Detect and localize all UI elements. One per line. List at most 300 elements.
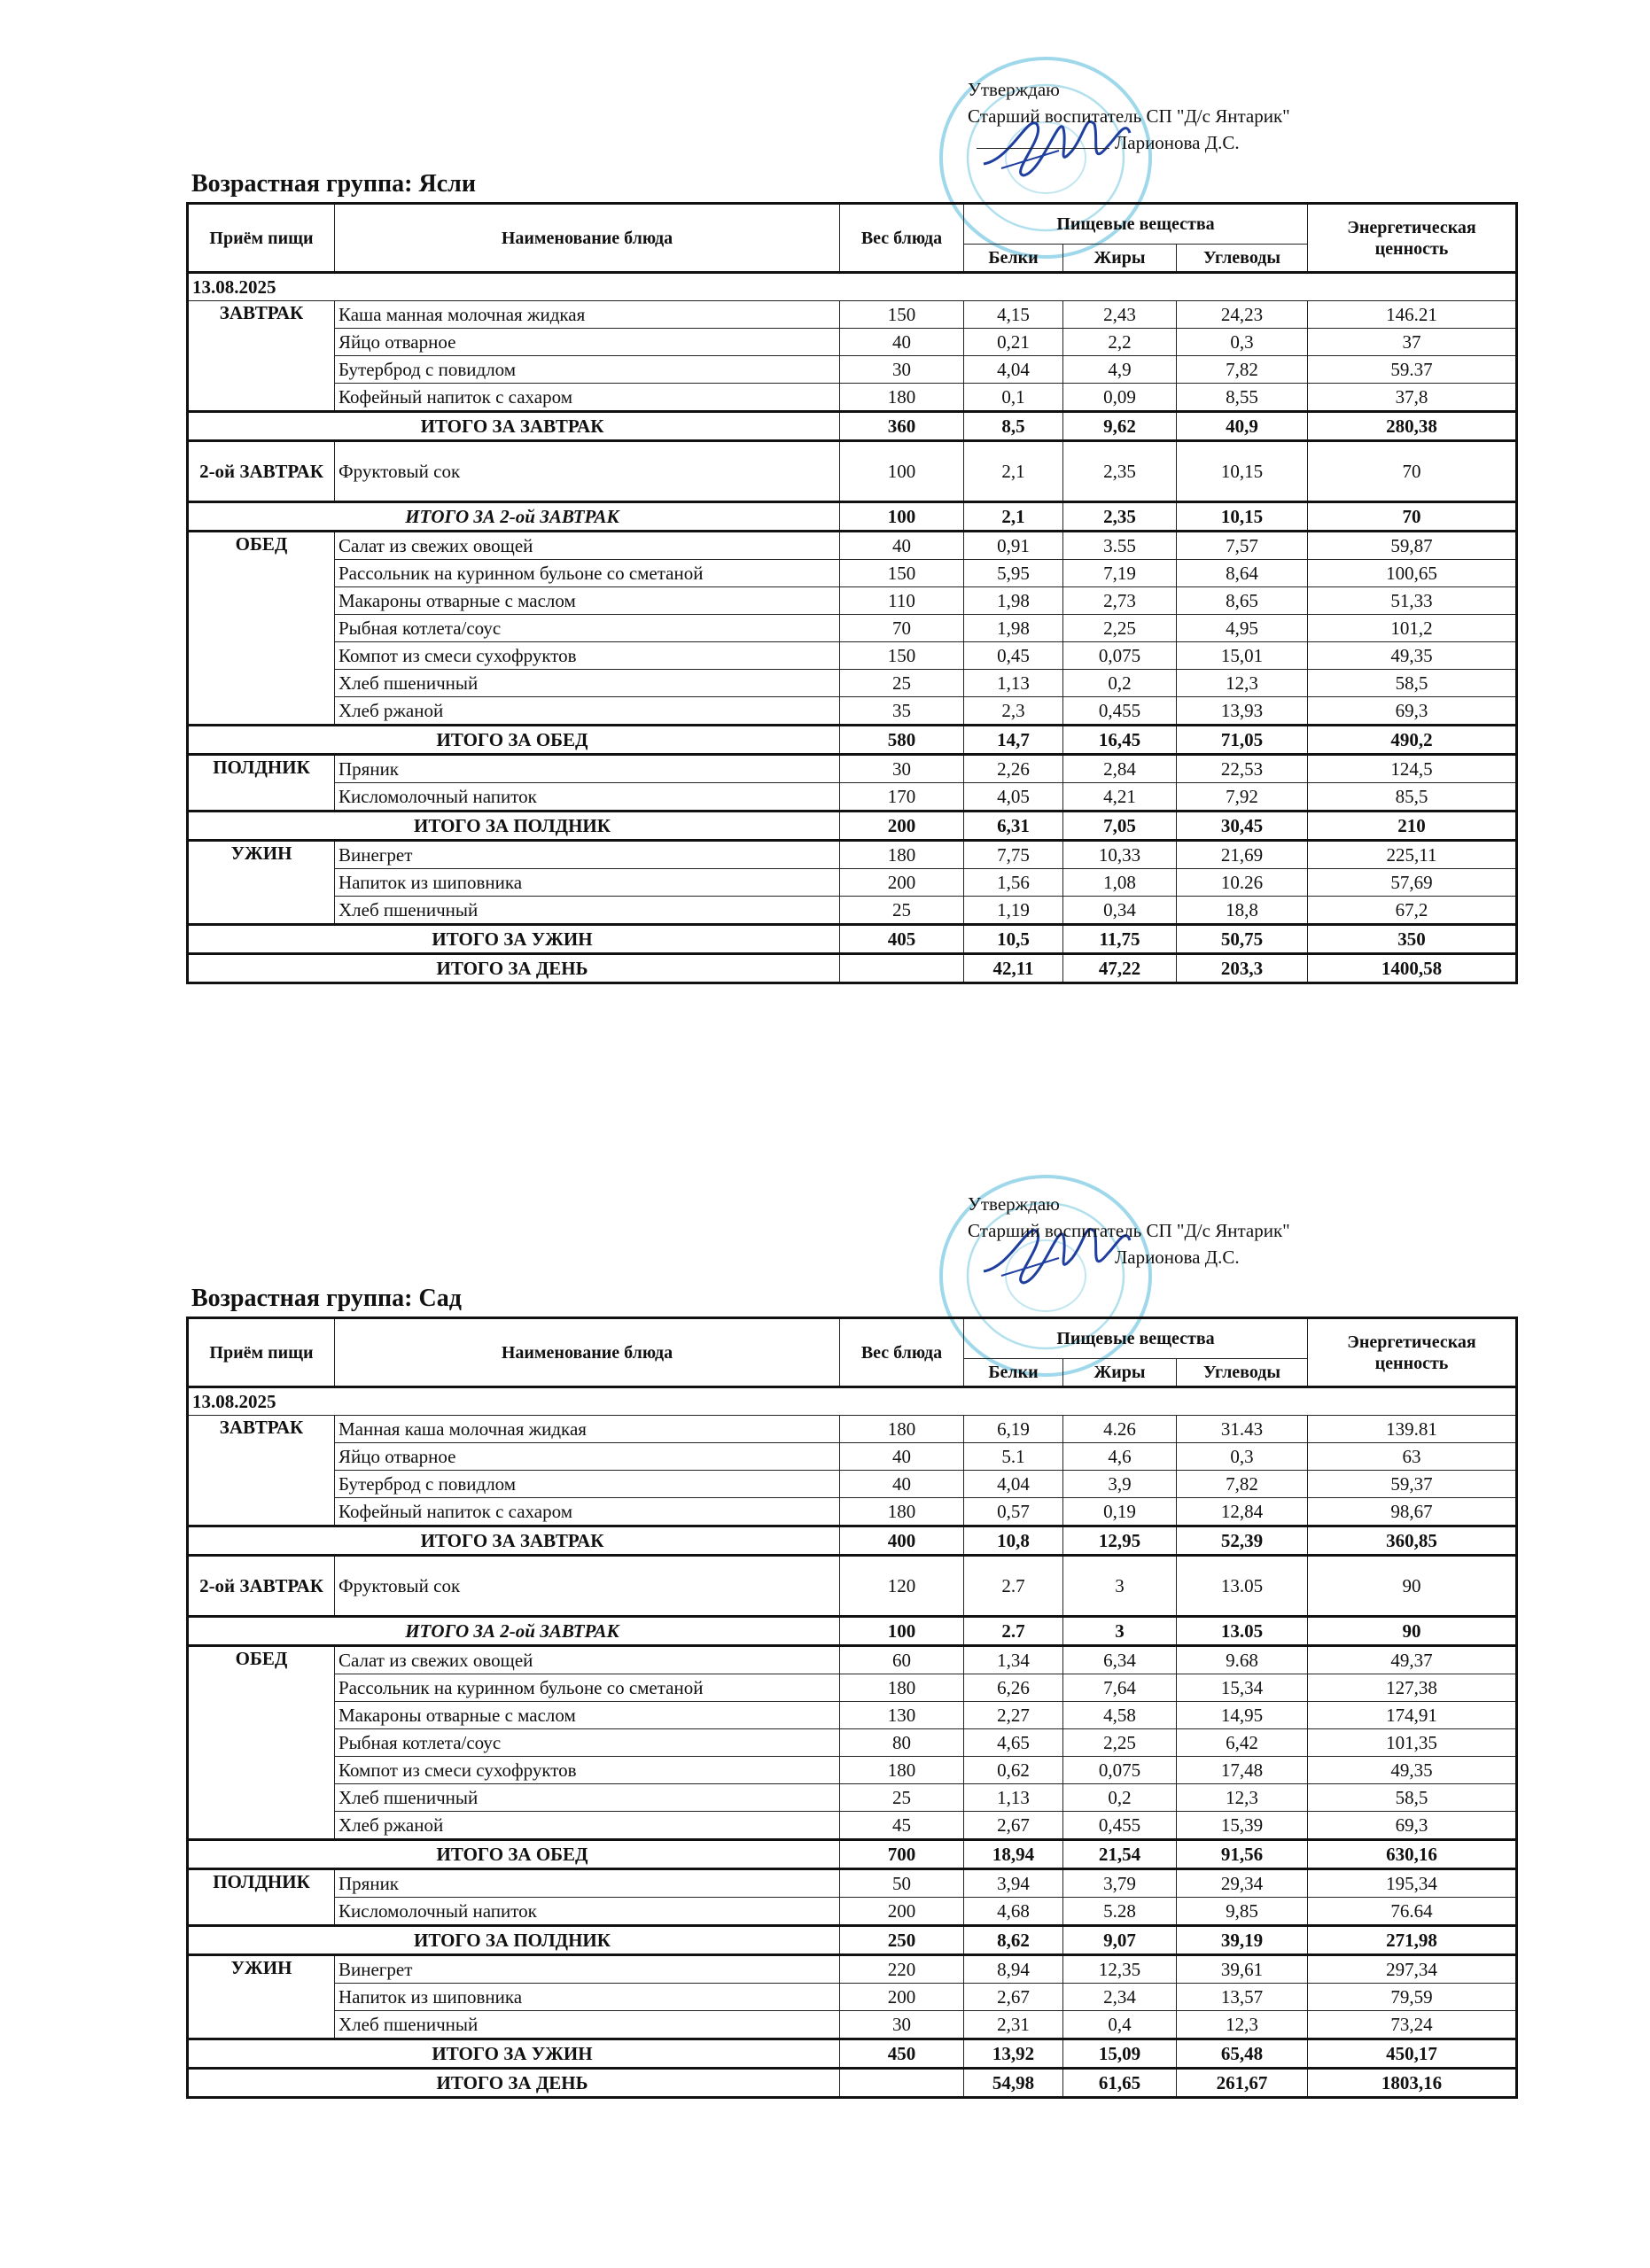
approval-block [968, 76, 1290, 156]
dish-row [188, 897, 1517, 925]
dish-fats: 2,25 [1063, 1729, 1177, 1757]
meal-name: ОБЕД [188, 532, 335, 726]
total-proteins: 14,7 [964, 726, 1063, 755]
dish-carbs: 15,34 [1177, 1674, 1308, 1702]
dish-carbs: 8,65 [1177, 587, 1308, 615]
total-label: ИТОГО ЗА ЗАВТРАК [188, 1526, 840, 1556]
approver-name: Ларионова Д.С. [1115, 1247, 1240, 1268]
dish-weight: 35 [840, 697, 964, 726]
total-energy: 280,38 [1308, 412, 1517, 441]
menu-date: 13.08.2025 [188, 1387, 1517, 1416]
dish-weight: 40 [840, 1443, 964, 1471]
dish-proteins: 2.7 [964, 1556, 1063, 1617]
dish-fats: 4,58 [1063, 1702, 1177, 1729]
dish-energy: 79,59 [1308, 1984, 1517, 2011]
approval-line-2: Старший воспитатель СП "Д/с Янтарик" [968, 105, 1290, 127]
dish-row [188, 1784, 1517, 1812]
total-energy: 360,85 [1308, 1526, 1517, 1556]
total-carbs: 30,45 [1177, 812, 1308, 841]
header-energy: Энергетическая ценность [1308, 204, 1517, 273]
dish-carbs: 24,23 [1177, 301, 1308, 329]
dish-weight: 150 [840, 301, 964, 329]
total-proteins: 8,62 [964, 1926, 1063, 1955]
dish-row [188, 841, 1517, 869]
dish-energy: 59.37 [1308, 356, 1517, 384]
total-weight [840, 954, 964, 983]
dish-proteins: 0,91 [964, 532, 1063, 560]
dish-weight: 220 [840, 1955, 964, 1984]
dish-energy: 85,5 [1308, 783, 1517, 812]
header-dish: Наименование блюда [335, 1318, 840, 1387]
total-row [188, 726, 1517, 755]
dish-energy: 146.21 [1308, 301, 1517, 329]
total-row [188, 2069, 1517, 2098]
dish-fats: 7,19 [1063, 560, 1177, 587]
total-row [188, 1617, 1517, 1646]
dish-proteins: 1,98 [964, 615, 1063, 642]
dish-fats: 0,075 [1063, 642, 1177, 670]
total-weight: 200 [840, 812, 964, 841]
dish-energy: 63 [1308, 1443, 1517, 1471]
date-row [188, 1387, 1517, 1416]
dish-energy: 58,5 [1308, 670, 1517, 697]
dish-name: Кисломолочный напиток [335, 783, 840, 812]
dish-fats: 5.28 [1063, 1898, 1177, 1926]
dish-row [188, 1498, 1517, 1526]
dish-fats: 10,33 [1063, 841, 1177, 869]
total-weight: 100 [840, 1617, 964, 1646]
dish-weight: 50 [840, 1869, 964, 1898]
dish-name: Рассольник на куринном бульоне со сметаной [335, 1674, 840, 1702]
dish-proteins: 2,3 [964, 697, 1063, 726]
total-carbs: 13.05 [1177, 1617, 1308, 1646]
dish-carbs: 12,3 [1177, 2011, 1308, 2039]
total-fats: 3 [1063, 1617, 1177, 1646]
dish-proteins: 0,1 [964, 384, 1063, 412]
dish-row [188, 1416, 1517, 1443]
dish-proteins: 1,56 [964, 869, 1063, 897]
dish-weight: 180 [840, 384, 964, 412]
dish-energy: 59,87 [1308, 532, 1517, 560]
dish-proteins: 1,13 [964, 670, 1063, 697]
date-row [188, 273, 1517, 301]
dish-fats: 4,6 [1063, 1443, 1177, 1471]
dish-row [188, 1729, 1517, 1757]
total-proteins: 13,92 [964, 2039, 1063, 2069]
header-fats: Жиры [1063, 245, 1177, 273]
dish-proteins: 0,21 [964, 329, 1063, 356]
dish-proteins: 2,67 [964, 1984, 1063, 2011]
dish-row [188, 532, 1517, 560]
dish-proteins: 4,05 [964, 783, 1063, 812]
dish-name: Рыбная котлета/соус [335, 1729, 840, 1757]
dish-row [188, 1898, 1517, 1926]
dish-row [188, 560, 1517, 587]
dish-name: Бутерброд с повидлом [335, 356, 840, 384]
total-row [188, 1526, 1517, 1556]
total-carbs: 261,67 [1177, 2069, 1308, 2098]
dish-energy: 101,2 [1308, 615, 1517, 642]
dish-row [188, 615, 1517, 642]
dish-row [188, 356, 1517, 384]
dish-carbs: 17,48 [1177, 1757, 1308, 1784]
dish-row [188, 1443, 1517, 1471]
dish-carbs: 0,3 [1177, 1443, 1308, 1471]
dish-carbs: 29,34 [1177, 1869, 1308, 1898]
dish-proteins: 0,62 [964, 1757, 1063, 1784]
total-carbs: 203,3 [1177, 954, 1308, 983]
dish-name: Компот из смеси сухофруктов [335, 642, 840, 670]
dish-energy: 49,35 [1308, 642, 1517, 670]
total-label: ИТОГО ЗА ДЕНЬ [188, 954, 840, 983]
header-carbs: Углеводы [1177, 245, 1308, 273]
total-carbs: 52,39 [1177, 1526, 1308, 1556]
menu-section-kindergarten [0, 1152, 1650, 2268]
total-carbs: 65,48 [1177, 2039, 1308, 2069]
dish-carbs: 12,84 [1177, 1498, 1308, 1526]
dish-proteins: 1,19 [964, 897, 1063, 925]
dish-row [188, 1869, 1517, 1898]
dish-name: Напиток из шиповника [335, 869, 840, 897]
dish-name: Компот из смеси сухофруктов [335, 1757, 840, 1784]
header-weight: Вес блюда [840, 204, 964, 273]
dish-carbs: 7,57 [1177, 532, 1308, 560]
dish-carbs: 12,3 [1177, 1784, 1308, 1812]
meal-name: ЗАВТРАК [188, 1416, 335, 1526]
dish-name: Рассольник на куринном бульоне со сметаной [335, 560, 840, 587]
approval-line-1: Утверждаю [968, 1193, 1060, 1215]
dish-energy: 37,8 [1308, 384, 1517, 412]
dish-weight: 30 [840, 755, 964, 783]
dish-name: Кофейный напиток с сахаром [335, 1498, 840, 1526]
total-fats: 11,75 [1063, 925, 1177, 954]
meal-name: ОБЕД [188, 1646, 335, 1840]
dish-row [188, 670, 1517, 697]
dish-name: Фруктовый сок [335, 441, 840, 502]
total-fats: 12,95 [1063, 1526, 1177, 1556]
approval-line-1: Утверждаю [968, 79, 1060, 100]
dish-name: Хлеб ржаной [335, 697, 840, 726]
dish-row [188, 1674, 1517, 1702]
dish-weight: 130 [840, 1702, 964, 1729]
total-energy: 450,17 [1308, 2039, 1517, 2069]
dish-energy: 100,65 [1308, 560, 1517, 587]
dish-fats: 2,43 [1063, 301, 1177, 329]
dish-energy: 59,37 [1308, 1471, 1517, 1498]
header-proteins: Белки [964, 1359, 1063, 1387]
dish-name: Хлеб пшеничный [335, 1784, 840, 1812]
dish-carbs: 14,95 [1177, 1702, 1308, 1729]
dish-name: Яйцо отварное [335, 1443, 840, 1471]
total-fats: 61,65 [1063, 2069, 1177, 2098]
dish-energy: 124,5 [1308, 755, 1517, 783]
menu-date: 13.08.2025 [188, 273, 1517, 301]
dish-fats: 0,09 [1063, 384, 1177, 412]
dish-proteins: 4,68 [964, 1898, 1063, 1926]
dish-weight: 25 [840, 897, 964, 925]
dish-name: Макароны отварные с маслом [335, 1702, 840, 1729]
header-row [188, 204, 1517, 245]
dish-row [188, 783, 1517, 812]
total-proteins: 18,94 [964, 1840, 1063, 1869]
dish-weight: 150 [840, 642, 964, 670]
dish-carbs: 7,92 [1177, 783, 1308, 812]
dish-energy: 67,2 [1308, 897, 1517, 925]
dish-carbs: 15,39 [1177, 1812, 1308, 1840]
dish-energy: 49,37 [1308, 1646, 1517, 1674]
dish-fats: 4.26 [1063, 1416, 1177, 1443]
total-weight: 100 [840, 502, 964, 532]
dish-row [188, 697, 1517, 726]
dish-row [188, 1702, 1517, 1729]
meal-name: 2-ой ЗАВТРАК [188, 1556, 335, 1617]
dish-carbs: 6,42 [1177, 1729, 1308, 1757]
total-fats: 2,35 [1063, 502, 1177, 532]
header-meal: Приём пищи [188, 204, 335, 273]
dish-name: Рыбная котлета/соус [335, 615, 840, 642]
header-carbs: Углеводы [1177, 1359, 1308, 1387]
total-fats: 15,09 [1063, 2039, 1177, 2069]
dish-carbs: 18,8 [1177, 897, 1308, 925]
dish-fats: 0,34 [1063, 897, 1177, 925]
dish-weight: 30 [840, 2011, 964, 2039]
dish-fats: 4,9 [1063, 356, 1177, 384]
meal-name: 2-ой ЗАВТРАК [188, 441, 335, 502]
total-fats: 47,22 [1063, 954, 1177, 983]
header-nutrients: Пищевые вещества [964, 1318, 1308, 1359]
dish-energy: 57,69 [1308, 869, 1517, 897]
total-weight: 400 [840, 1526, 964, 1556]
total-energy: 1803,16 [1308, 2069, 1517, 2098]
dish-carbs: 7,82 [1177, 356, 1308, 384]
total-weight [840, 2069, 964, 2098]
total-carbs: 91,56 [1177, 1840, 1308, 1869]
dish-carbs: 15,01 [1177, 642, 1308, 670]
dish-fats: 0,4 [1063, 2011, 1177, 2039]
total-row [188, 954, 1517, 983]
menu-section-nursery [0, 0, 1650, 1063]
total-carbs: 50,75 [1177, 925, 1308, 954]
dish-fats: 2,84 [1063, 755, 1177, 783]
dish-weight: 170 [840, 783, 964, 812]
dish-energy: 37 [1308, 329, 1517, 356]
meal-name: ЗАВТРАК [188, 301, 335, 412]
header-dish: Наименование блюда [335, 204, 840, 273]
dish-row [188, 384, 1517, 412]
dish-row [188, 1556, 1517, 1617]
dish-row [188, 301, 1517, 329]
dish-carbs: 9.68 [1177, 1646, 1308, 1674]
dish-fats: 3 [1063, 1556, 1177, 1617]
dish-weight: 180 [840, 841, 964, 869]
dish-energy: 70 [1308, 441, 1517, 502]
total-energy: 210 [1308, 812, 1517, 841]
dish-row [188, 642, 1517, 670]
dish-weight: 200 [840, 1984, 964, 2011]
total-carbs: 39,19 [1177, 1926, 1308, 1955]
dish-proteins: 4,15 [964, 301, 1063, 329]
dish-weight: 40 [840, 1471, 964, 1498]
dish-energy: 127,38 [1308, 1674, 1517, 1702]
total-energy: 271,98 [1308, 1926, 1517, 1955]
dish-weight: 180 [840, 1757, 964, 1784]
dish-fats: 0,455 [1063, 1812, 1177, 1840]
dish-energy: 69,3 [1308, 697, 1517, 726]
dish-fats: 2,73 [1063, 587, 1177, 615]
total-label: ИТОГО ЗА 2-ой ЗАВТРАК [188, 1617, 840, 1646]
dish-proteins: 4,04 [964, 1471, 1063, 1498]
dish-row [188, 869, 1517, 897]
dish-name: Хлеб пшеничный [335, 670, 840, 697]
total-proteins: 42,11 [964, 954, 1063, 983]
dish-row [188, 1471, 1517, 1498]
dish-carbs: 21,69 [1177, 841, 1308, 869]
dish-fats: 2,34 [1063, 1984, 1177, 2011]
dish-weight: 80 [840, 1729, 964, 1757]
dish-proteins: 2,26 [964, 755, 1063, 783]
total-label: ИТОГО ЗА ЗАВТРАК [188, 412, 840, 441]
dish-carbs: 10.26 [1177, 869, 1308, 897]
dish-proteins: 1,34 [964, 1646, 1063, 1674]
total-row [188, 1926, 1517, 1955]
dish-proteins: 5,95 [964, 560, 1063, 587]
dish-carbs: 12,3 [1177, 670, 1308, 697]
dish-proteins: 2,1 [964, 441, 1063, 502]
group-title: Возрастная группа: Сад [191, 1285, 462, 1312]
dish-weight: 180 [840, 1674, 964, 1702]
dish-weight: 100 [840, 441, 964, 502]
dish-row [188, 329, 1517, 356]
dish-name: Напиток из шиповника [335, 1984, 840, 2011]
dish-weight: 200 [840, 1898, 964, 1926]
total-row [188, 1840, 1517, 1869]
dish-row [188, 1955, 1517, 1984]
meal-name: УЖИН [188, 841, 335, 925]
dish-weight: 120 [840, 1556, 964, 1617]
dish-name: Кофейный напиток с сахаром [335, 384, 840, 412]
dish-energy: 51,33 [1308, 587, 1517, 615]
dish-fats: 6,34 [1063, 1646, 1177, 1674]
dish-proteins: 1,98 [964, 587, 1063, 615]
dish-row [188, 587, 1517, 615]
total-label: ИТОГО ЗА ПОЛДНИК [188, 1926, 840, 1955]
meal-name: ПОЛДНИК [188, 1869, 335, 1926]
dish-weight: 180 [840, 1416, 964, 1443]
dish-proteins: 2,31 [964, 2011, 1063, 2039]
total-weight: 580 [840, 726, 964, 755]
dish-weight: 70 [840, 615, 964, 642]
dish-name: Фруктовый сок [335, 1556, 840, 1617]
total-proteins: 8,5 [964, 412, 1063, 441]
dish-name: Винегрет [335, 1955, 840, 1984]
dish-fats: 12,35 [1063, 1955, 1177, 1984]
dish-row [188, 441, 1517, 502]
dish-name: Кисломолочный напиток [335, 1898, 840, 1926]
dish-carbs: 13,57 [1177, 1984, 1308, 2011]
total-energy: 90 [1308, 1617, 1517, 1646]
total-energy: 490,2 [1308, 726, 1517, 755]
dish-fats: 7,64 [1063, 1674, 1177, 1702]
dish-carbs: 10,15 [1177, 441, 1308, 502]
total-label: ИТОГО ЗА ОБЕД [188, 1840, 840, 1869]
dish-proteins: 4,65 [964, 1729, 1063, 1757]
header-proteins: Белки [964, 245, 1063, 273]
total-proteins: 6,31 [964, 812, 1063, 841]
total-proteins: 54,98 [964, 2069, 1063, 2098]
meal-name: УЖИН [188, 1955, 335, 2039]
total-label: ИТОГО ЗА УЖИН [188, 925, 840, 954]
total-row [188, 412, 1517, 441]
dish-name: Салат из свежих овощей [335, 532, 840, 560]
dish-weight: 30 [840, 356, 964, 384]
approval-line-2: Старший воспитатель СП "Д/с Янтарик" [968, 1220, 1290, 1241]
dish-weight: 180 [840, 1498, 964, 1526]
dish-proteins: 0,45 [964, 642, 1063, 670]
dish-energy: 90 [1308, 1556, 1517, 1617]
dish-proteins: 2,27 [964, 1702, 1063, 1729]
total-weight: 250 [840, 1926, 964, 1955]
dish-proteins: 7,75 [964, 841, 1063, 869]
dish-name: Хлеб ржаной [335, 1812, 840, 1840]
dish-name: Бутерброд с повидлом [335, 1471, 840, 1498]
dish-fats: 0,2 [1063, 670, 1177, 697]
total-row [188, 502, 1517, 532]
total-fats: 7,05 [1063, 812, 1177, 841]
dish-name: Пряник [335, 1869, 840, 1898]
dish-name: Каша манная молочная жидкая [335, 301, 840, 329]
dish-energy: 297,34 [1308, 1955, 1517, 1984]
total-energy: 350 [1308, 925, 1517, 954]
dish-fats: 0,19 [1063, 1498, 1177, 1526]
dish-name: Хлеб пшеничный [335, 897, 840, 925]
dish-fats: 3,9 [1063, 1471, 1177, 1498]
dish-energy: 225,11 [1308, 841, 1517, 869]
dish-fats: 2,35 [1063, 441, 1177, 502]
header-fats: Жиры [1063, 1359, 1177, 1387]
dish-proteins: 8,94 [964, 1955, 1063, 1984]
total-row [188, 812, 1517, 841]
total-proteins: 2,1 [964, 502, 1063, 532]
dish-carbs: 8,64 [1177, 560, 1308, 587]
dish-fats: 0,2 [1063, 1784, 1177, 1812]
total-fats: 9,62 [1063, 412, 1177, 441]
dish-name: Хлеб пшеничный [335, 2011, 840, 2039]
dish-carbs: 31.43 [1177, 1416, 1308, 1443]
total-weight: 450 [840, 2039, 964, 2069]
dish-row [188, 1812, 1517, 1840]
total-row [188, 925, 1517, 954]
total-label: ИТОГО ЗА УЖИН [188, 2039, 840, 2069]
total-label: ИТОГО ЗА 2-ой ЗАВТРАК [188, 502, 840, 532]
dish-proteins: 6,26 [964, 1674, 1063, 1702]
total-weight: 405 [840, 925, 964, 954]
dish-energy: 139.81 [1308, 1416, 1517, 1443]
dish-energy: 49,35 [1308, 1757, 1517, 1784]
header-meal: Приём пищи [188, 1318, 335, 1387]
dish-weight: 40 [840, 329, 964, 356]
dish-proteins: 1,13 [964, 1784, 1063, 1812]
dish-carbs: 7,82 [1177, 1471, 1308, 1498]
dish-row [188, 2011, 1517, 2039]
dish-fats: 0,075 [1063, 1757, 1177, 1784]
total-proteins: 10,8 [964, 1526, 1063, 1556]
dish-weight: 110 [840, 587, 964, 615]
total-carbs: 40,9 [1177, 412, 1308, 441]
header-nutrients: Пищевые вещества [964, 204, 1308, 245]
dish-proteins: 0,57 [964, 1498, 1063, 1526]
dish-proteins: 2,67 [964, 1812, 1063, 1840]
dish-energy: 58,5 [1308, 1784, 1517, 1812]
